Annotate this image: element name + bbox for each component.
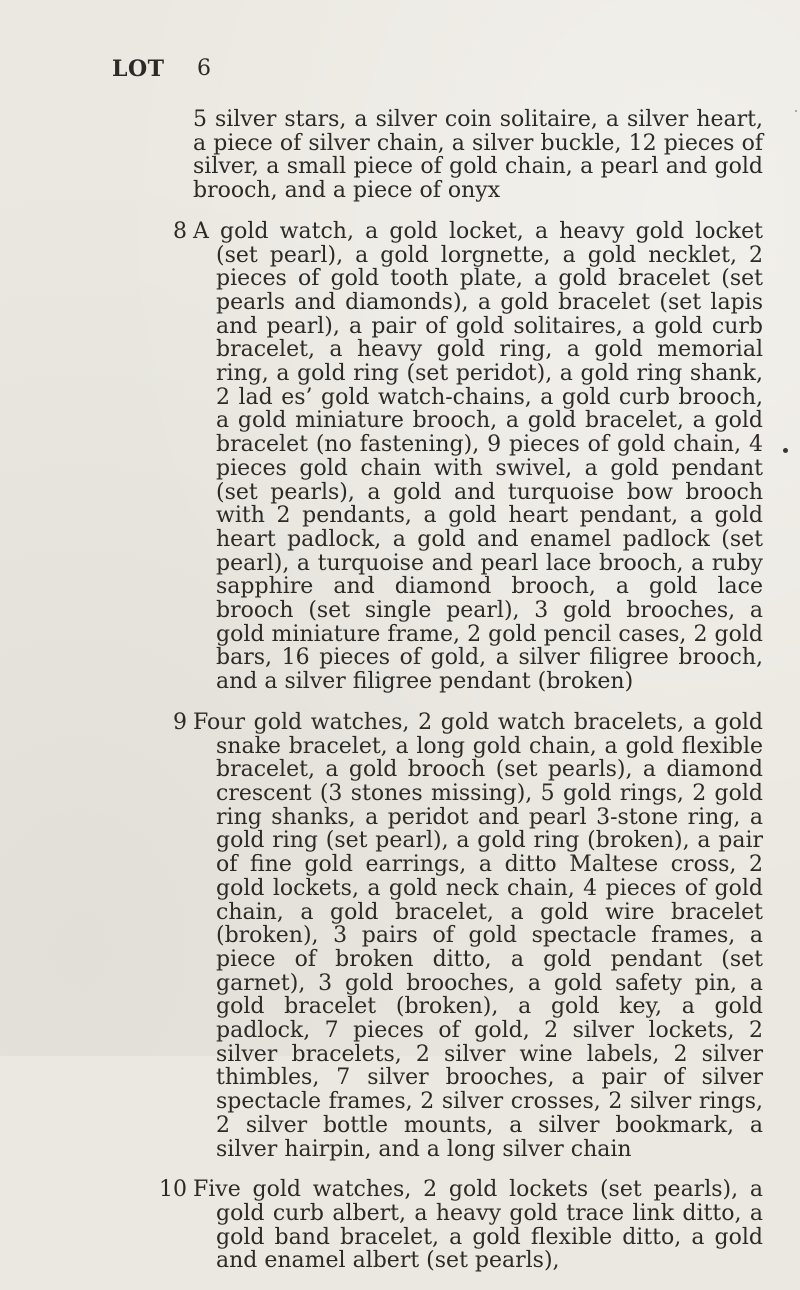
lot-column-heading: LOT	[112, 56, 165, 82]
lot-description: A gold watch, a gold locket, a heavy gold locket (set pearl), a gold lorgnette, a gold necklet, 2 pieces of gold tooth plate, a gold bracelet (set pearls and diamonds), a gold bracelet (set lapis and pearl), a pair of gold solitaires, a gold curb bracelet, a heavy gold ring, a gold memorial ring, a gold ring (set peridot), a gold ring shank, 2 lad es’ gold watch-chains, a gold curb brooch, a gold miniature brooch, a gold bracelet, a gold bracelet (no fastening), 9 pieces of gold chain, 4 pieces gold chain with swivel, a gold pendant (set pearls), a gold and turquoise bow brooch with 2 pendants, a gold heart pendant, a gold heart padlock, a gold and enamel padlock (set pearl), a turquoise and pearl lace brooch, a ruby sapphire and diamond brooch, a gold lace brooch (set single pearl), 3 gold brooches, a gold miniature frame, 2 gold pencil cases, 2 gold bars, 16 pieces of gold, a silver filigree brooch, and a silver filigree pendant (broken)	[193, 218, 763, 695]
lot-description: 5 silver stars, a silver coin solitaire, a silver heart, a piece of silver chain, a silver buckle, 12 pieces of silver, a small piece of gold chain, a pearl and gold brooch, and a piece of onyx	[193, 107, 763, 204]
lot-description: Five gold watches, 2 gold lockets (set pearls), a gold curb albert, a heavy gold trace link ditto, a gold band bracelet, a gold flexible ditto, a gold and enamel albert (set pearls),	[193, 1177, 763, 1274]
lot-number: 8	[173, 218, 187, 244]
lot-item	[159, 1177, 763, 1274]
lot-number: 9	[173, 709, 187, 735]
page-number: 6	[197, 56, 211, 81]
lot-number: 10	[159, 1177, 187, 1203]
paper-speck	[783, 448, 788, 453]
lot-list	[159, 107, 763, 1290]
lot-item	[193, 108, 763, 203]
lot-item	[173, 709, 763, 1162]
lot-description: Four gold watches, 2 gold watch bracelets, a gold snake bracelet, a long gold chain, a gold flexible bracelet, a gold brooch (set pearls), a diamond crescent (3 stones missing), 5 gold rings, 2 gold ring shanks, a peridot and pearl 3-stone ring, a gold ring (set pearl), a gold ring (broken), a pair of fine gold earrings, a ditto Maltese cross, 2 gold lockets, a gold neck chain, 4 pieces of gold chain, a gold bracelet, a gold wire bracelet (broken), 3 pairs of gold spectacle frames, a piece of broken ditto, a gold pendant (set garnet), 3 gold brooches, a gold safety pin, a gold bracelet (broken), a gold key, a gold padlock, 7 pieces of gold, 2 silver lockets, 2 silver bracelets, 2 silver wine labels, 2 silver thimbles, 7 silver brooches, a pair of silver spectacle frames, 2 silver crosses, 2 silver rings, 2 silver bottle mounts, a silver bookmark, a silver hairpin, and a long silver chain	[193, 709, 763, 1162]
paper-speck	[795, 110, 797, 112]
lot-item	[173, 218, 763, 695]
